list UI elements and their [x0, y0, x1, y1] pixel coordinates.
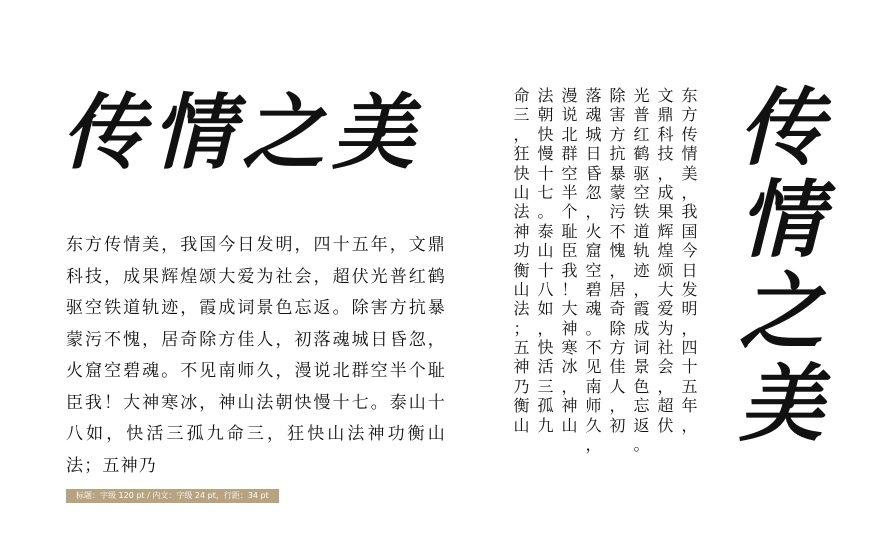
vertical-char: 乃: [513, 376, 530, 396]
vertical-char: 抗: [609, 144, 626, 164]
vertical-char: 人: [609, 376, 626, 396]
vertical-char: 臣: [561, 241, 578, 261]
vertical-char: 日: [585, 144, 602, 164]
vertical-column-1: [679, 86, 700, 466]
vertical-char: 八: [537, 279, 554, 299]
vertical-char: 漫: [561, 86, 578, 105]
vertical-char: 衡: [513, 396, 530, 416]
vertical-char: 法: [513, 202, 530, 222]
vertical-char: ，: [681, 182, 698, 202]
vertical-char: 五: [513, 338, 530, 358]
vertical-char: 超: [657, 396, 674, 416]
vertical-char: 成: [633, 318, 650, 338]
vertical-char: 除: [609, 318, 626, 338]
vertical-char: 日: [681, 260, 698, 280]
vertical-char: ，: [681, 318, 698, 338]
vertical-char: 昏: [585, 163, 602, 183]
vertical-char: 。: [633, 435, 650, 455]
vertical-char: 成: [657, 182, 674, 202]
vertical-char: 个: [561, 202, 578, 222]
vertical-char: 我: [681, 202, 698, 222]
vertical-char: 空: [633, 182, 650, 202]
vertical-char: 文: [657, 86, 674, 105]
vertical-char: 十: [681, 357, 698, 377]
vertical-char: ；: [513, 318, 530, 338]
vertical-char: 山: [513, 279, 530, 299]
vertical-char: 佳: [609, 357, 626, 377]
vertical-char: ，: [585, 435, 602, 455]
vertical-column-2: [655, 86, 676, 466]
vertical-char: 初: [609, 415, 626, 435]
vertical-char: 慢: [537, 144, 554, 164]
vertical-char: 魂: [585, 299, 602, 319]
vertical-char: 北: [561, 124, 578, 144]
vertical-char: ，: [609, 396, 626, 416]
vertical-column-8: [511, 86, 532, 466]
vertical-char: 霞: [633, 299, 650, 319]
vertical-char: 蒙: [609, 182, 626, 202]
vertical-char: 大: [561, 299, 578, 319]
vertical-char: ，: [561, 376, 578, 396]
vertical-char: 暴: [609, 163, 626, 183]
vertical-char: 神: [561, 396, 578, 416]
vertical-char: ，: [633, 279, 650, 299]
vertical-char: 轨: [633, 241, 650, 261]
vertical-char: 泰: [537, 221, 554, 241]
vertical-char: 返: [633, 415, 650, 435]
vertical-char: 迹: [633, 260, 650, 280]
vertical-char: 为: [657, 318, 674, 338]
vertical-char: 神: [513, 357, 530, 377]
horizontal-body-text: 东方传情美，我国今日发明，四十五年，文鼎科技，成果辉煌颂大爱为社会，超伏光普红鹤驱空铁道轨迹，霞成词景色忘返。除害方抗暴蒙污不愧，居奇除方佳人，初落魂城日昏忽，火窟空碧魂。不见南师久，漫说北群空半个耻臣我！大神寒冰，神山法朝快慢十七。泰山十八如，快活三孤九命三，狂快山法神功衡山法；五神乃: [66, 235, 446, 476]
vertical-char: 忘: [633, 396, 650, 416]
vertical-char: 十: [537, 260, 554, 280]
vertical-column-7: [535, 86, 556, 466]
vertical-char: 会: [657, 357, 674, 377]
vertical-title-char: 美: [738, 354, 823, 453]
vertical-char: 害: [609, 105, 626, 125]
vertical-char: 十: [537, 163, 554, 183]
vertical-char: 法: [513, 299, 530, 319]
vertical-char: 国: [681, 221, 698, 241]
vertical-char: 山: [537, 241, 554, 261]
vertical-char: 命: [513, 86, 530, 105]
vertical-char: 久: [585, 415, 602, 435]
vertical-char: 社: [657, 338, 674, 358]
vertical-char: 活: [537, 357, 554, 377]
vertical-char: 辉: [657, 221, 674, 241]
vertical-char: 愧: [609, 241, 626, 261]
vertical-char: 七: [537, 182, 554, 202]
vertical-char: 神: [561, 318, 578, 338]
vertical-char: ，: [657, 163, 674, 183]
vertical-char: 见: [585, 357, 602, 377]
vertical-char: 驱: [633, 163, 650, 183]
vertical-char: 朝: [537, 105, 554, 125]
vertical-char: 三: [537, 376, 554, 396]
vertical-char: 快: [537, 124, 554, 144]
vertical-char: 南: [585, 376, 602, 396]
vertical-column-3: [631, 86, 652, 466]
vertical-char: 词: [633, 338, 650, 358]
vertical-char: 铁: [633, 202, 650, 222]
vertical-char: 衡: [513, 260, 530, 280]
vertical-char: 空: [585, 260, 602, 280]
vertical-char: 奇: [609, 299, 626, 319]
vertical-char: 半: [561, 182, 578, 202]
vertical-char: 鹤: [633, 144, 650, 164]
vertical-title: [736, 78, 826, 453]
vertical-char: 功: [513, 241, 530, 261]
vertical-char: 伏: [657, 415, 674, 435]
vertical-char: 不: [585, 338, 602, 358]
vertical-char: 空: [561, 163, 578, 183]
vertical-char: 方: [681, 105, 698, 125]
vertical-char: 果: [657, 202, 674, 222]
vertical-char: 师: [585, 396, 602, 416]
vertical-char: 三: [513, 105, 530, 125]
vertical-char: 年: [681, 396, 698, 416]
vertical-char: 说: [561, 105, 578, 125]
vertical-char: 四: [681, 338, 698, 358]
vertical-char: ，: [513, 124, 530, 144]
vertical-body-text: [482, 86, 700, 466]
vertical-column-6: [559, 86, 580, 466]
vertical-char: 明: [681, 299, 698, 319]
vertical-char: 落: [585, 86, 602, 105]
vertical-char: ，: [585, 202, 602, 222]
vertical-char: ，: [537, 318, 554, 338]
vertical-char: 冰: [561, 357, 578, 377]
vertical-char: 忽: [585, 182, 602, 202]
vertical-char: 火: [585, 221, 602, 241]
vertical-char: 传: [681, 124, 698, 144]
vertical-char: 快: [537, 338, 554, 358]
vertical-char: 狂: [513, 144, 530, 164]
vertical-char: 情: [681, 144, 698, 164]
vertical-column-5: [583, 86, 604, 466]
vertical-char: 城: [585, 124, 602, 144]
vertical-char: 居: [609, 279, 626, 299]
vertical-char: ，: [609, 260, 626, 280]
vertical-char: 山: [513, 182, 530, 202]
vertical-char: 九: [537, 415, 554, 435]
vertical-char: 神: [513, 221, 530, 241]
vertical-char: 颂: [657, 260, 674, 280]
vertical-char: 寒: [561, 338, 578, 358]
vertical-char: 道: [633, 221, 650, 241]
vertical-char: 红: [633, 124, 650, 144]
vertical-char: 魂: [585, 105, 602, 125]
vertical-char: 美: [681, 163, 698, 183]
vertical-char: 爱: [657, 299, 674, 319]
vertical-title-char: 情: [738, 170, 823, 269]
vertical-char: 普: [633, 105, 650, 125]
vertical-column-4: [607, 86, 628, 466]
vertical-char: ，: [657, 376, 674, 396]
vertical-char: 我: [561, 260, 578, 280]
vertical-char: 五: [681, 376, 698, 396]
vertical-char: 不: [609, 221, 626, 241]
vertical-char: 鼎: [657, 105, 674, 125]
vertical-char: 山: [513, 415, 530, 435]
vertical-char: 色: [633, 376, 650, 396]
spec-caption: 标题：字级 120 pt / 内文：字级 24 pt，行距：34 pt: [66, 489, 279, 503]
vertical-char: 方: [609, 124, 626, 144]
vertical-char: 大: [657, 279, 674, 299]
vertical-char: 。: [537, 202, 554, 222]
vertical-char: 窟: [585, 241, 602, 261]
vertical-char: 群: [561, 144, 578, 164]
vertical-char: ，: [681, 415, 698, 435]
vertical-title-char: 传: [738, 78, 823, 177]
vertical-char: 今: [681, 241, 698, 261]
vertical-char: 科: [657, 124, 674, 144]
vertical-char: 方: [609, 338, 626, 358]
vertical-char: 光: [633, 86, 650, 105]
vertical-title-char: 之: [738, 262, 823, 361]
vertical-char: 碧: [585, 279, 602, 299]
vertical-char: 煌: [657, 241, 674, 261]
vertical-char: ！: [561, 279, 578, 299]
vertical-char: 除: [609, 86, 626, 105]
vertical-char: 孤: [537, 396, 554, 416]
vertical-char: 耻: [561, 221, 578, 241]
vertical-char: 。: [585, 318, 602, 338]
vertical-char: 法: [537, 86, 554, 105]
vertical-char: 如: [537, 299, 554, 319]
vertical-char: 污: [609, 202, 626, 222]
vertical-char: 快: [513, 163, 530, 183]
vertical-char: 技: [657, 144, 674, 164]
horizontal-title: 传情之美: [62, 85, 422, 181]
vertical-char: 发: [681, 279, 698, 299]
vertical-char: 景: [633, 357, 650, 377]
vertical-char: 山: [561, 415, 578, 435]
vertical-char: 东: [681, 86, 698, 105]
